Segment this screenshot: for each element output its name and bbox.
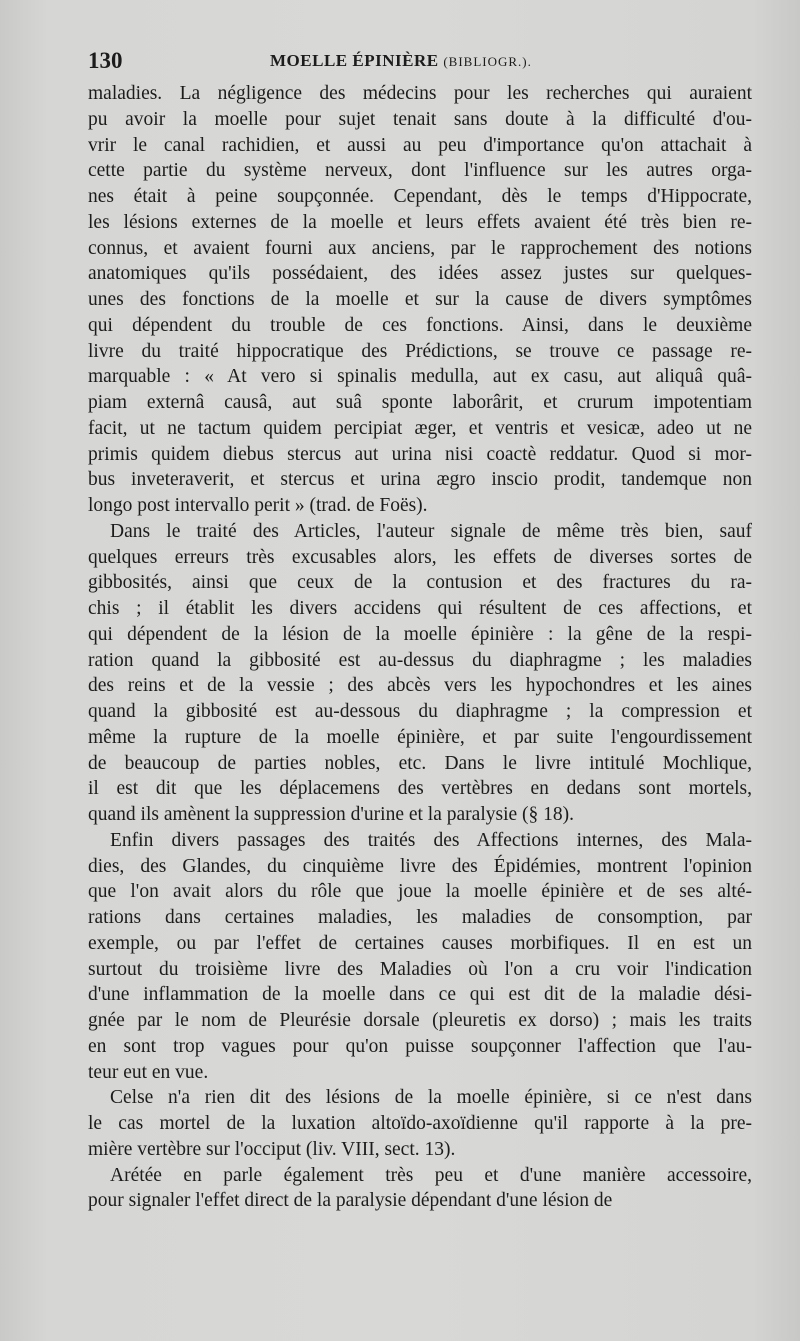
text-line: Enfin divers passages des traités des Affections internes, des Mala- — [110, 829, 752, 851]
text-line: qui dépendent du trouble de ces fonctions. Ainsi, dans le deuxième — [88, 314, 752, 336]
text-line: exemple, ou par l'effet de certaines causes morbifiques. Il en est un — [88, 932, 752, 954]
body-text — [88, 81, 752, 1214]
text-line: de beaucoup de parties nobles, etc. Dans le livre intitulé Mochlique, — [88, 752, 752, 774]
text-line: pour signaler l'effet direct de la paralysie dépendant d'une lésion de — [88, 1190, 613, 1212]
text-line: unes des fonctions de la moelle et sur la cause de divers symptômes — [88, 289, 752, 310]
text-line: anatomiques qu'ils possédaient, des idées assez justes sur quelques- — [88, 263, 752, 285]
text-line: piam externâ causâ, aut suâ sponte laborârit, et crurum impotentiam — [88, 392, 752, 413]
text-line: en sont trop vagues pour qu'on puisse soupçonner l'affection que l'au- — [88, 1035, 752, 1057]
text-line: mière vertèbre sur l'occiput (liv. VIII, sect. 13). — [88, 1138, 456, 1160]
page-number: 130 — [88, 48, 123, 73]
text-line: surtout du troisième livre des Maladies où l'on a cru voir l'indication — [88, 958, 752, 980]
text-line: gibbosités, ainsi que ceux de la contusion et des fractures du ra- — [88, 572, 752, 594]
text-line: longo post intervallo perit » (trad. de Foës). — [88, 495, 428, 516]
text-line: maladies. La négligence des médecins pour les recherches qui auraient — [88, 83, 752, 104]
text-line: Arétée en parle également très peu et d'une manière accessoire, — [110, 1164, 752, 1186]
paragraph — [88, 1085, 752, 1162]
running-header — [88, 44, 748, 78]
text-line: qui dépendent de la lésion de la moelle épinière : la gêne de la respi- — [88, 623, 752, 645]
paragraph — [88, 81, 752, 519]
text-line: quand ils amènent la suppression d'urine et la paralysie (§ 18). — [88, 804, 575, 825]
text-line: même la rupture de la moelle épinière, et par suite l'engourdissement — [88, 726, 752, 748]
running-title — [270, 44, 532, 79]
running-title-main: MOELLE ÉPINIÈRE — [270, 51, 439, 70]
text-line: les lésions externes de la moelle et leurs effets avaient été très bien re- — [88, 211, 752, 233]
text-line: marquable : « At vero si spinalis medulla, aut ex casu, aut aliquâ quâ- — [88, 366, 752, 388]
text-line: Dans le traité des Articles, l'auteur signale de même très bien, sauf — [110, 520, 752, 542]
text-line: Celse n'a rien dit des lésions de la moelle épinière, si ce n'est dans — [110, 1087, 752, 1109]
text-line: que l'on avait alors du rôle que joue la moelle épinière et de ses alté- — [88, 881, 752, 903]
text-line: ration quand la gibbosité est au-dessus du diaphragme ; les maladies — [88, 649, 752, 671]
text-line: cette partie du système nerveux, dont l'influence sur les autres orga- — [88, 160, 752, 182]
text-line: facit, ut ne tactum quidem percipiat æger, et ventris et vesicæ, adeo ut ne — [88, 417, 752, 439]
text-line: quelques erreurs très excusables alors, les effets de diverses sortes de — [88, 546, 752, 568]
text-line: d'une inflammation de la moelle dans ce qui est dit de la maladie dési- — [88, 984, 752, 1006]
paragraph — [88, 519, 752, 828]
paragraph — [88, 1163, 752, 1215]
text-line: quand la gibbosité est au-dessous du diaphragme ; la compression et — [88, 701, 752, 722]
text-line: vrir le canal rachidien, et aussi au peu d'importance qu'on attachait à — [88, 134, 752, 156]
text-line: livre du traité hippocratique des Prédictions, se trouve ce passage re- — [88, 340, 752, 362]
text-line: le cas mortel de la luxation altoïdo-axoïdienne qu'il rapporte à la pre- — [88, 1113, 752, 1134]
text-line: gnée par le nom de Pleurésie dorsale (pleuretis ex dorso) ; mais les traits — [88, 1010, 752, 1031]
paragraph — [88, 828, 752, 1086]
text-line: rations dans certaines maladies, les maladies de consomption, par — [88, 907, 752, 928]
text-line: il est dit que les déplacemens des vertèbres en dedans sont mortels, — [88, 778, 752, 800]
text-line: chis ; il établit les divers accidens qui résultent de ces affections, et — [88, 598, 752, 619]
text-line: dies, des Glandes, du cinquième livre des Épidémies, montrent l'opinion — [88, 855, 752, 877]
text-line: teur eut en vue. — [88, 1061, 209, 1083]
text-line: bus inveteraverit, et stercus et urina ægro inscio prodit, tandemque non — [88, 469, 752, 491]
text-line: des reins et de la vessie ; des abcès vers les hypochondres et les aines — [88, 675, 752, 697]
text-line: primis quidem diebus stercus aut urina nisi coactè reddatur. Quod si mor- — [88, 443, 752, 465]
running-title-paren: (BIBLIOGR.). — [443, 54, 532, 69]
text-line: nes était à peine soupçonnée. Cependant, dès le temps d'Hippocrate, — [88, 186, 752, 207]
text-line: pu avoir la moelle pour sujet tenait sans doute à la difficulté d'ou- — [88, 108, 752, 130]
text-line: connus, et avaient fourni aux anciens, par le rapprochement des notions — [88, 237, 752, 259]
